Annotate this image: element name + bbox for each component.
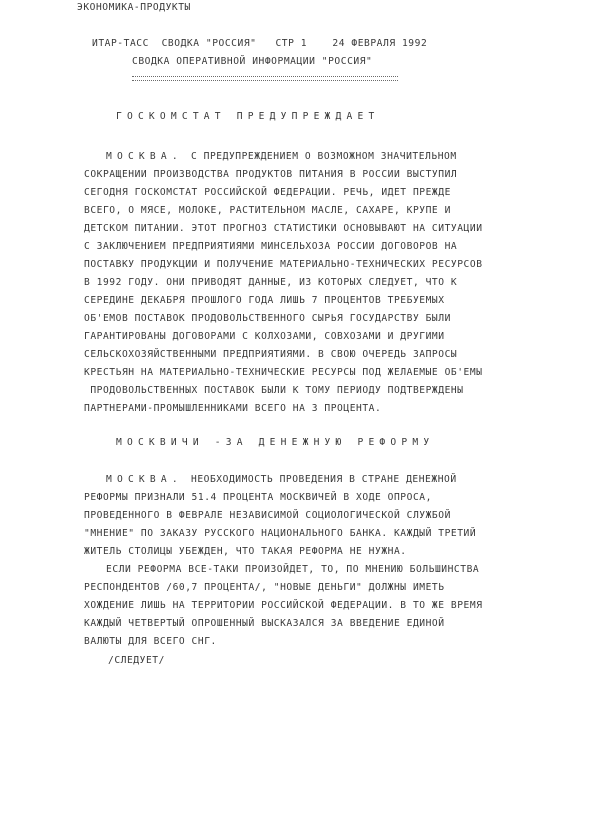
article1-headline: ГОСКОМСТАТ ПРЕДУПРЕЖДАЕТ (116, 111, 380, 122)
article1-line: КРЕСТЬЯН НА МАТЕРИАЛЬНО-ТЕХНИЧЕСКИЕ РЕСУРСЫ ПОД ЖЕЛАЕМЫЕ ОБ'ЕМЫ (84, 367, 483, 378)
article1-line: СЕГОДНЯ ГОСКОМСТАТ РОССИЙСКОЙ ФЕДЕРАЦИИ. РЕЧЬ, ИДЕТ ПРЕЖДЕ (84, 187, 451, 198)
article1-line: ВСЕГО, О МЯСЕ, МОЛОКЕ, РАСТИТЕЛЬНОМ МАСЛЕ, САХАРЕ, КРУПЕ И (84, 205, 451, 216)
article1-line: СЕЛЬСКОХОЗЯЙСТВЕННЫМИ ПРЕДПРИЯТИЯМИ. В СВОЮ ОЧЕРЕДЬ ЗАПРОСЫ (84, 349, 458, 360)
article1-line: В 1992 ГОДУ. ОНИ ПРИВОДЯТ ДАННЫЕ, ИЗ КОТОРЫХ СЛЕДУЕТ, ЧТО К (84, 277, 458, 288)
header-line: ИТАР-ТАСС СВОДКА "РОССИЯ" СТР 1 24 ФЕВРАЛЯ 1992 (92, 38, 428, 49)
article1-line: ГАРАНТИРОВАНЫ ДОГОВОРАМИ С КОЛХОЗАМИ, СОВХОЗАМИ И ДРУГИМИ (84, 331, 445, 342)
article2-line: ЖИТЕЛЬ СТОЛИЦЫ УБЕЖДЕН, ЧТО ТАКАЯ РЕФОРМА НЕ НУЖНА. (84, 546, 407, 557)
section-tag: ЭКОНОМИКА-ПРОДУКТЫ (77, 2, 191, 13)
article1-line: С ЗАКЛЮЧЕНИЕМ ПРЕДПРИЯТИЯМИ МИНСЕЛЬХОЗА РОССИИ ДОГОВОРОВ НА (84, 241, 458, 252)
article2-line: НЕОБХОДИМОСТЬ ПРОВЕДЕНИЯ В СТРАНЕ ДЕНЕЖНОЙ (191, 474, 457, 485)
article1-line: ПРОДОВОЛЬСТВЕННЫХ ПОСТАВОК БЫЛИ К ТОМУ ПЕРИОДУ ПОДТВЕРЖДЕНЫ (84, 385, 464, 396)
article1-line: С ПРЕДУПРЕЖДЕНИЕМ О ВОЗМОЖНОМ ЗНАЧИТЕЛЬНОМ (191, 151, 457, 162)
article2-dateline: МОСКВА. (106, 474, 183, 485)
header-subtitle: СВОДКА ОПЕРАТИВНОЙ ИНФОРМАЦИИ "РОССИЯ" (132, 56, 373, 67)
article2-line: ВАЛЮТЫ ДЛЯ ВСЕГО СНГ. (84, 636, 217, 647)
article1-line: ДЕТСКОМ ПИТАНИИ. ЭТОТ ПРОГНОЗ СТАТИСТИКИ ОСНОВЫВАЮТ НА СИТУАЦИИ (84, 223, 483, 234)
article1-line: СЕРЕДИНЕ ДЕКАБРЯ ПРОШЛОГО ГОДА ЛИШЬ 7 ПРОЦЕНТОВ ТРЕБУЕМЫХ (84, 295, 445, 306)
article1-line: ПАРТНЕРАМИ-ПРОМЫШЛЕННИКАМИ ВСЕГО НА 3 ПРОЦЕНТА. (84, 403, 382, 414)
article1-dateline: МОСКВА. (106, 151, 183, 162)
article2-line: РЕСПОНДЕНТОВ /60,7 ПРОЦЕНТА/, "НОВЫЕ ДЕНЬГИ" ДОЛЖНЫ ИМЕТЬ (84, 582, 445, 593)
article2-line: ХОЖДЕНИЕ ЛИШЬ НА ТЕРРИТОРИИ РОССИЙСКОЙ ФЕДЕРАЦИИ. В ТО ЖЕ ВРЕМЯ (84, 600, 483, 611)
article2-line: РЕФОРМЫ ПРИЗНАЛИ 51.4 ПРОЦЕНТА МОСКВИЧЕЙ В ХОДЕ ОПРОСА, (84, 492, 432, 503)
article2-line: "МНЕНИЕ" ПО ЗАКАЗУ РУССКОГО НАЦИОНАЛЬНОГО БАНКА. КАЖДЫЙ ТРЕТИЙ (84, 528, 477, 539)
continuation-note: /СЛЕДУЕТ/ (108, 655, 165, 666)
article1-line: СОКРАЩЕНИИ ПРОИЗВОДСТВА ПРОДУКТОВ ПИТАНИЯ В РОССИИ ВЫСТУПИЛ (84, 169, 458, 180)
article2-line: КАЖДЫЙ ЧЕТВЕРТЫЙ ОПРОШЕННЫЙ ВЫСКАЗАЛСЯ ЗА ВВЕДЕНИЕ ЕДИНОЙ (84, 618, 445, 629)
article2-line: ПРОВЕДЕННОГО В ФЕВРАЛЕ НЕЗАВИСИМОЙ СОЦИОЛОГИЧЕСКОЙ СЛУЖБОЙ (84, 510, 451, 521)
header-rule (132, 76, 398, 81)
article1-line: ПОСТАВКУ ПРОДУКЦИИ И ПОЛУЧЕНИЕ МАТЕРИАЛЬНО-ТЕХНИЧЕСКИХ РЕСУРСОВ (84, 259, 483, 270)
article2-line: ЕСЛИ РЕФОРМА ВСЕ-ТАКИ ПРОИЗОЙДЕТ, ТО, ПО МНЕНИЮ БОЛЬШИНСТВА (106, 564, 480, 575)
article2-headline: МОСКВИЧИ -ЗА ДЕНЕЖНУЮ РЕФОРМУ (116, 437, 435, 448)
article1-line: ОБ'ЕМОВ ПОСТАВОК ПРОДОВОЛЬСТВЕННОГО СЫРЬЯ ГОСУДАРСТВУ БЫЛИ (84, 313, 451, 324)
